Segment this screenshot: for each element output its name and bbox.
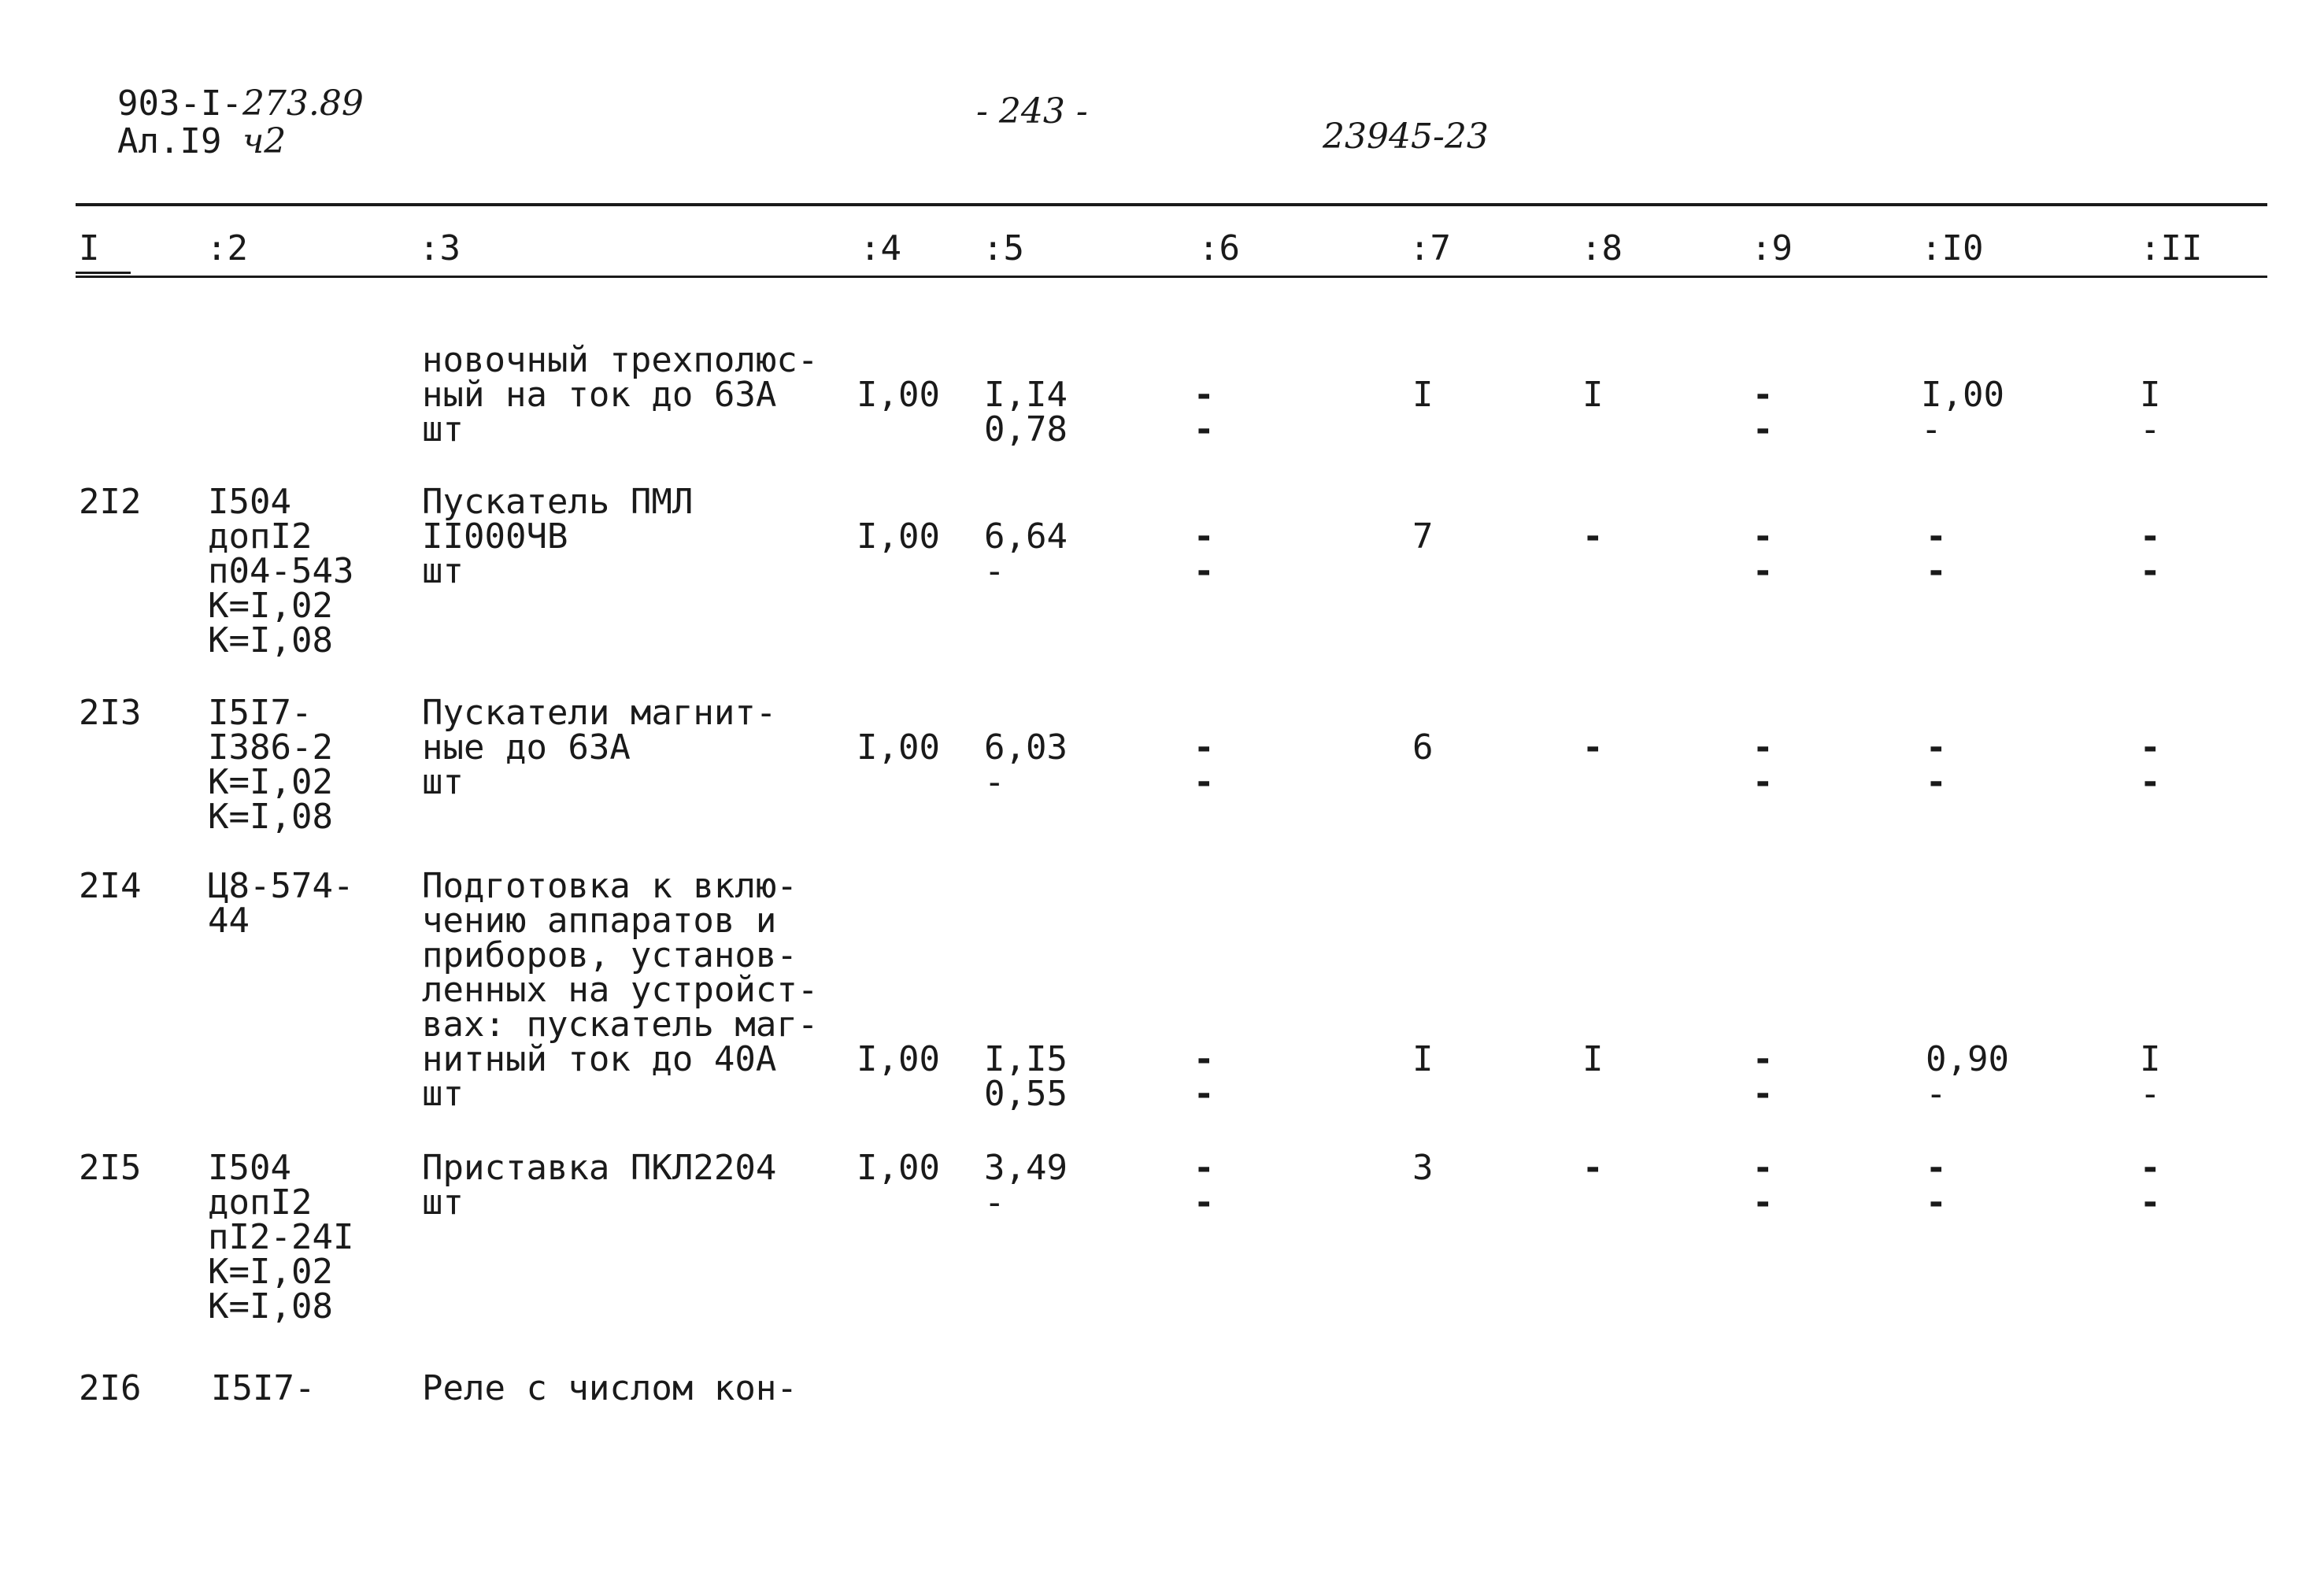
row-code: I5I7- I386-2 К=I,02 К=I,08 [208, 693, 333, 837]
stamp-number: 23945-23 [1323, 117, 1489, 157]
row-description: Подготовка к вклю- чению аппаратов и приборов, установ- ленных на устройст- вах: пускатель маг- нитный ток до 40А шт [422, 866, 819, 1114]
row-col9: - - [1752, 516, 1774, 591]
row-col10: - - [1926, 516, 1947, 591]
row-col5: I,I4 0,78 [984, 375, 1068, 450]
album-label [76, 90, 286, 159]
column-header-6: :6 [1198, 228, 1240, 268]
row-col9: - - [1752, 1039, 1774, 1114]
row-description: Реле с числом кон- [422, 1368, 797, 1408]
column-header-2: :2 [206, 228, 248, 268]
column-header-1: I [79, 228, 100, 268]
row-col6: - - [1193, 1039, 1215, 1114]
row-col8: - [1582, 727, 1604, 768]
row-col4: I,00 [857, 1148, 940, 1188]
row-col5: 6,64 - [984, 516, 1068, 591]
row-col11: - - [2140, 727, 2161, 802]
row-description: Пускатели магнит- ные до 63А шт [422, 693, 777, 802]
row-col11: I - [2140, 1039, 2161, 1114]
row-col6: - - [1193, 516, 1215, 591]
row-col4: I,00 [857, 516, 940, 557]
row-number: 2I3 [79, 693, 142, 733]
column-header-10: :I0 [1921, 228, 1984, 268]
row-col5: 3,49 - [984, 1148, 1068, 1223]
row-col5: 6,03 - [984, 727, 1068, 802]
row-col11: I - [2140, 375, 2161, 450]
row-col8: I [1582, 1039, 1604, 1079]
row-number: 2I4 [79, 866, 142, 906]
column-header-1-underline [76, 272, 131, 274]
page-number: - 243 - [976, 91, 1088, 131]
row-col6: - - [1193, 727, 1215, 802]
row-col7: I [1412, 375, 1434, 415]
doc-code-handwritten: 273.89 [242, 83, 364, 124]
column-header-4: :4 [860, 228, 901, 268]
row-number: 2I6 [79, 1368, 142, 1408]
row-description: Приставка ПКЛ2204 шт [422, 1148, 777, 1223]
row-col9: - - [1752, 1148, 1774, 1223]
header-rule [76, 276, 2267, 278]
row-col5: I,I5 0,55 [984, 1039, 1068, 1114]
doc-code-printed: 903-I- [117, 83, 242, 124]
row-col10: I,00 - [1921, 375, 2004, 450]
row-col9: - - [1752, 375, 1774, 450]
row-col10: - - [1926, 727, 1947, 802]
row-col4: I,00 [857, 375, 940, 415]
row-col4: I,00 [857, 1039, 940, 1079]
row-code: I5I7- [211, 1368, 316, 1408]
row-col6: - - [1193, 375, 1215, 450]
row-col7: 7 [1412, 516, 1434, 557]
column-header-7: :7 [1409, 228, 1451, 268]
row-col8: - [1582, 1148, 1604, 1188]
row-code: I504 допI2 п04-543 К=I,02 К=I,08 [208, 482, 354, 660]
row-col9: - - [1752, 727, 1774, 802]
top-rule [76, 203, 2267, 206]
row-description: Пускатель ПМЛ II000ЧВ шт [422, 482, 694, 591]
column-header-9: :9 [1751, 228, 1793, 268]
row-col10: 0,90 - [1926, 1039, 2009, 1114]
column-header-8: :8 [1581, 228, 1623, 268]
row-col7: I [1412, 1039, 1434, 1079]
row-col4: I,00 [857, 727, 940, 768]
row-code: I504 допI2 пI2-24I К=I,02 К=I,08 [208, 1148, 354, 1327]
row-code: Ц8-574- 44 [208, 866, 354, 941]
row-col8: I [1582, 375, 1604, 415]
column-header-3: :3 [419, 228, 461, 268]
album-handwritten: ч2 [242, 121, 287, 161]
row-col6: - - [1193, 1148, 1215, 1223]
column-header-11: :II [2140, 228, 2203, 268]
row-description: новочный трехполюс- ный на ток до 63А шт [422, 340, 819, 450]
row-col7: 6 [1412, 727, 1434, 768]
row-col8: - [1582, 516, 1604, 557]
column-header-5: :5 [983, 228, 1024, 268]
row-col10: - - [1926, 1148, 1947, 1223]
row-number: 2I5 [79, 1148, 142, 1188]
album-printed: Ал.I9 [117, 121, 222, 161]
row-col11: - - [2140, 516, 2161, 591]
row-col11: - - [2140, 1148, 2161, 1223]
row-number: 2I2 [79, 482, 142, 522]
row-col7: 3 [1412, 1148, 1434, 1188]
